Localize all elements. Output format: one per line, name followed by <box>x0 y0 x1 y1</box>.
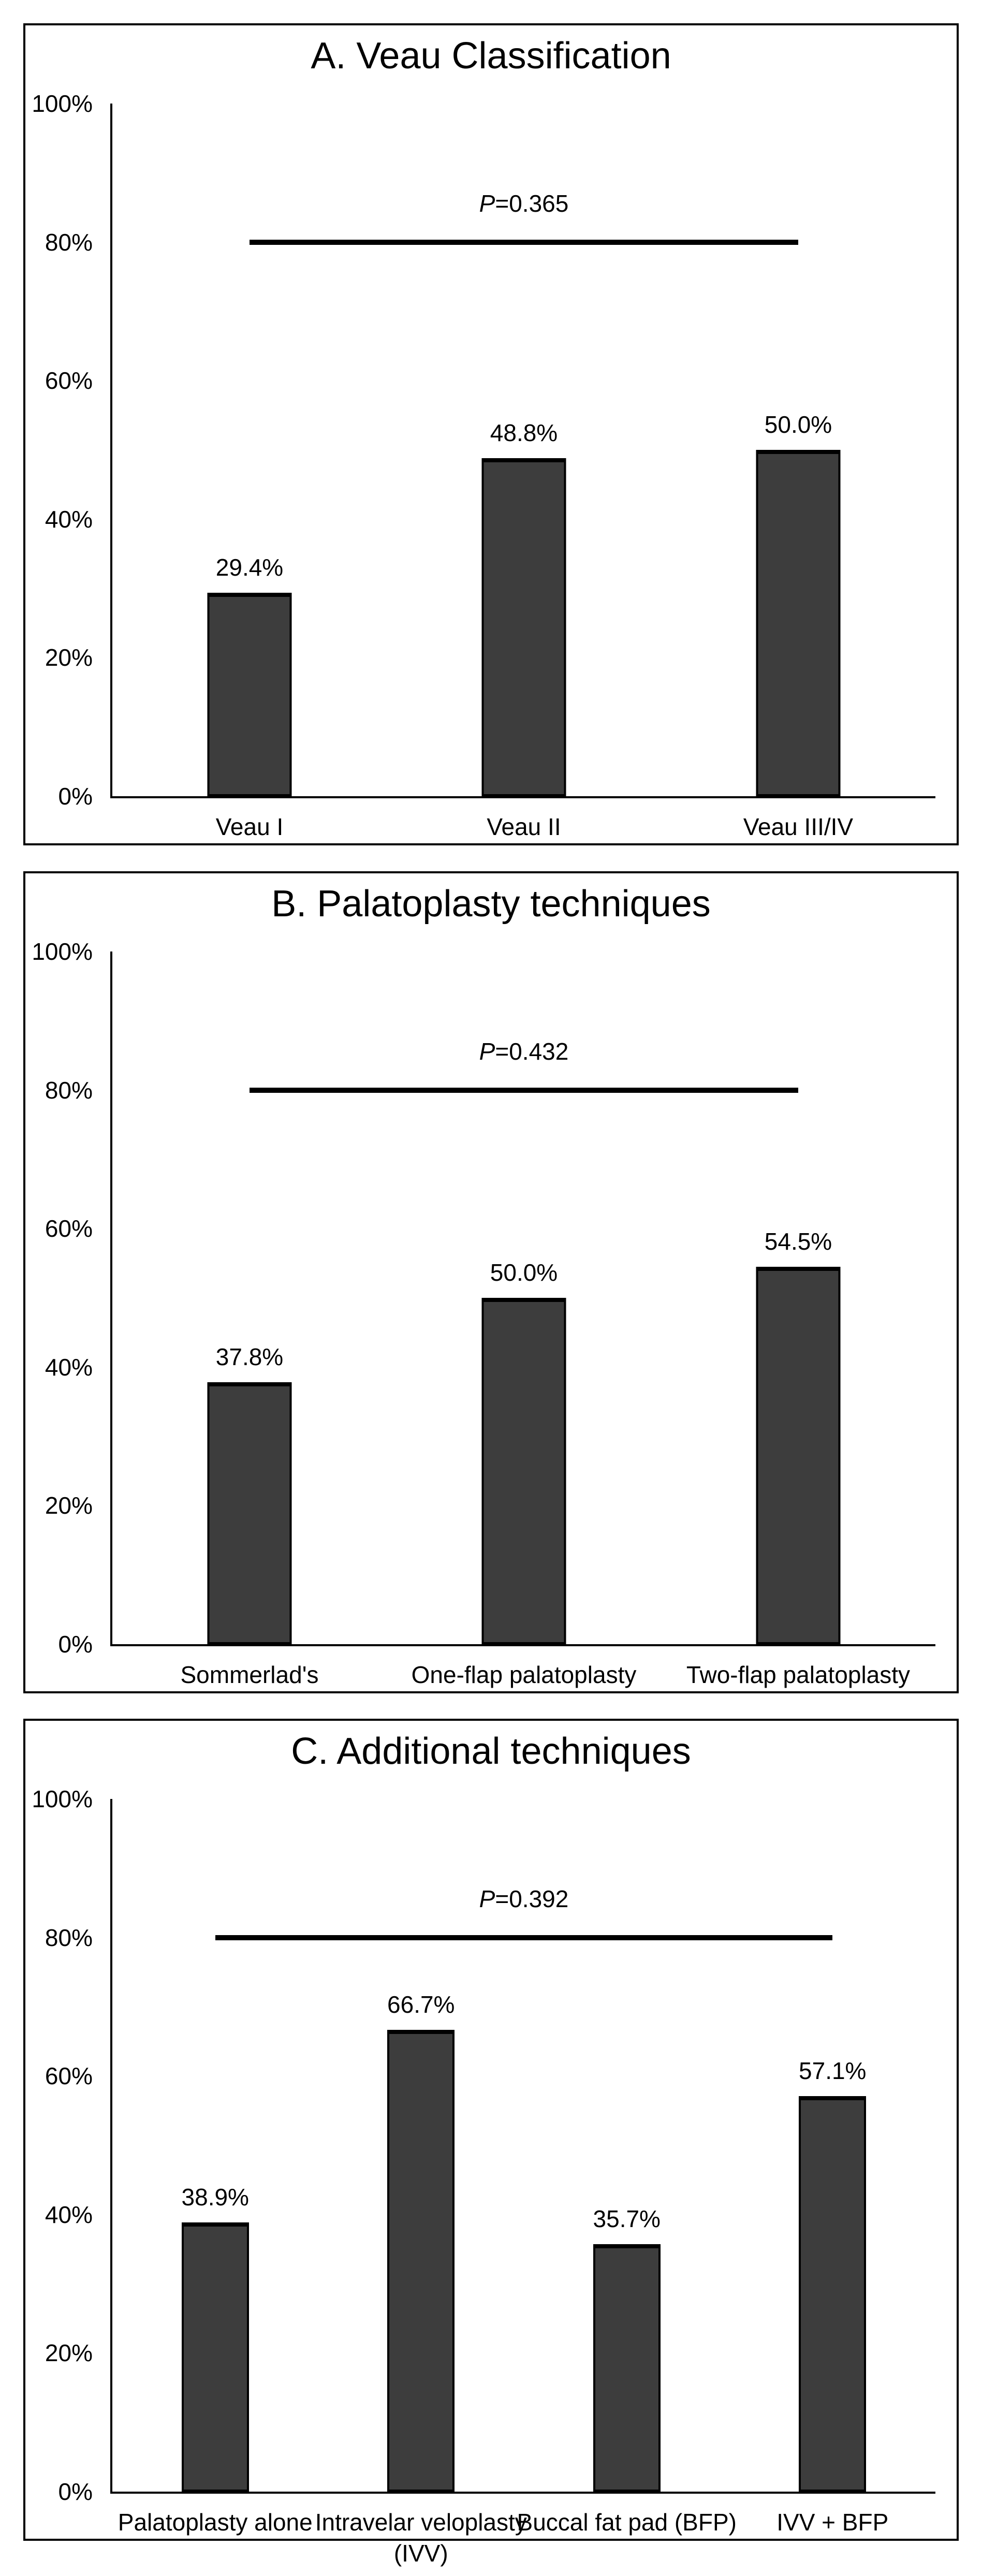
y-tick-label: 20% <box>45 1492 93 1519</box>
bar <box>756 1267 841 1644</box>
bar <box>182 2222 249 2492</box>
panel-title: A. Veau Classification <box>311 35 671 77</box>
y-tick-label: 100% <box>32 90 93 117</box>
y-tick-label: 40% <box>45 1353 93 1381</box>
bar <box>208 593 292 796</box>
p-value-number: =0.392 <box>495 1885 569 1912</box>
significance-line <box>250 1088 798 1093</box>
p-value-number: =0.432 <box>495 1037 569 1065</box>
bar-value-label: 38.9% <box>181 2183 249 2211</box>
panel-additional-techniques <box>23 1719 959 2567</box>
p-value-label <box>250 189 798 217</box>
plot-area <box>110 952 935 1646</box>
bar-value-label: 37.8% <box>215 1343 284 1371</box>
y-tick-label: 60% <box>45 367 93 394</box>
x-axis-category-text: Veau I <box>215 813 284 840</box>
significance-line <box>215 1935 833 1940</box>
p-value-symbol: P <box>479 189 495 217</box>
x-axis-category-label <box>387 1660 661 1691</box>
bar <box>756 450 841 796</box>
bar <box>482 458 566 796</box>
x-axis-category-text: Veau II <box>487 813 561 840</box>
y-tick-label: 0% <box>58 783 93 810</box>
y-tick-label: 100% <box>32 1785 93 1812</box>
plot-area <box>110 1799 935 2494</box>
y-tick-label: 20% <box>45 2339 93 2367</box>
plot-area <box>110 104 935 798</box>
y-axis-tick-labels <box>25 1785 108 2505</box>
x-axis-category-text: Two-flap palatoplasty <box>686 1661 911 1688</box>
bar-value-label: 54.5% <box>764 1227 832 1255</box>
x-axis-category-text: One-flap palatoplasty <box>411 1661 637 1688</box>
y-axis-tick-labels <box>25 938 108 1658</box>
bar-value-label: 57.1% <box>799 2057 867 2085</box>
x-axis-category-labels <box>112 1660 935 1691</box>
x-axis-category-label <box>112 2507 318 2569</box>
y-tick-label: 100% <box>32 938 93 965</box>
bar <box>208 1382 292 1644</box>
x-axis-category-text: Palatoplasty alone <box>118 2509 313 2536</box>
panel-veau-classification <box>23 23 959 845</box>
bar-value-label: 29.4% <box>215 553 284 581</box>
x-axis-category-labels <box>112 812 935 843</box>
y-tick-label: 60% <box>45 1215 93 1242</box>
y-axis-tick-labels <box>25 90 108 810</box>
panel-title: B. Palatoplasty techniques <box>271 883 711 925</box>
bar-value-label: 35.7% <box>593 2205 661 2233</box>
p-value-symbol: P <box>479 1885 495 1912</box>
p-value-label <box>215 1885 833 1913</box>
bar-value-label: 50.0% <box>490 1259 558 1286</box>
bar-value-label: 66.7% <box>387 1990 455 2018</box>
bar <box>799 2096 866 2492</box>
x-axis-category-label <box>517 2507 737 2569</box>
x-axis-category-label <box>730 2507 936 2569</box>
x-axis-category-text: Sommerlad's <box>180 1661 319 1688</box>
x-axis-category-text: IVV + BFP <box>776 2509 889 2536</box>
x-axis-category-label <box>112 1660 387 1691</box>
p-value-label <box>250 1037 798 1065</box>
bar <box>482 1298 566 1644</box>
y-tick-label: 80% <box>45 228 93 256</box>
y-tick-label: 80% <box>45 1076 93 1104</box>
x-axis-category-text: Intravelar veloplasty (IVV) <box>315 2509 527 2567</box>
x-axis-category-label <box>661 812 935 843</box>
x-axis-category-labels <box>112 2507 935 2569</box>
bar <box>387 2030 455 2492</box>
y-tick-label: 0% <box>58 2478 93 2505</box>
x-axis-category-label <box>315 2507 527 2569</box>
bar-value-label: 50.0% <box>764 411 832 438</box>
x-axis-category-label <box>387 812 661 843</box>
p-value-symbol: P <box>479 1037 495 1065</box>
significance-line <box>250 240 798 245</box>
y-tick-label: 0% <box>58 1631 93 1658</box>
y-tick-label: 20% <box>45 644 93 671</box>
y-tick-label: 60% <box>45 2062 93 2090</box>
y-tick-label: 40% <box>45 505 93 533</box>
x-axis-category-label <box>112 812 387 843</box>
x-axis-category-label <box>661 1660 935 1691</box>
x-axis-category-text: Buccal fat pad (BFP) <box>517 2509 737 2536</box>
p-value-number: =0.365 <box>495 189 569 217</box>
x-axis-category-text: Veau III/IV <box>743 813 854 840</box>
panel-title: C. Additional techniques <box>291 1731 691 1772</box>
bar <box>593 2244 661 2492</box>
bar-value-label: 48.8% <box>490 419 558 447</box>
panel-palatoplasty-techniques <box>23 871 959 1693</box>
y-tick-label: 40% <box>45 2201 93 2228</box>
y-tick-label: 80% <box>45 1924 93 1951</box>
